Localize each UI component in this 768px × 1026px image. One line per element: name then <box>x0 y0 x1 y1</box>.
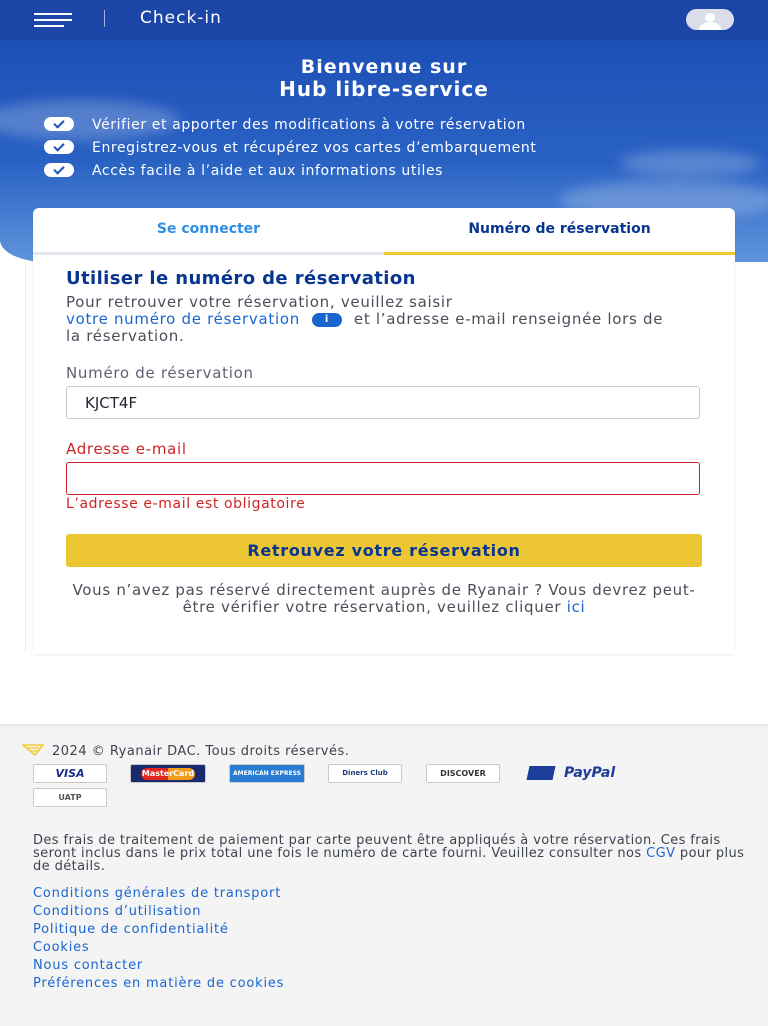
feature-item <box>44 140 536 156</box>
paypal-logo <box>528 764 662 783</box>
form-intro <box>66 294 666 345</box>
info-icon[interactable]: i <box>312 313 342 327</box>
footer-link-terms-of-use[interactable]: Conditions d’utilisation <box>33 904 202 919</box>
top-bar <box>0 0 768 40</box>
booking-lookup-card <box>33 208 735 654</box>
footer <box>0 724 768 1026</box>
email-input[interactable] <box>66 462 700 495</box>
visa-logo: VISA <box>33 764 107 783</box>
tab-booking-number[interactable]: Numéro de réservation <box>384 208 735 255</box>
feature-text: Enregistrez-vous et récupérez vos cartes d’embarquement <box>92 140 537 156</box>
diners-club-logo: Diners Club <box>328 764 402 783</box>
find-booking-button[interactable]: Retrouvez votre réservation <box>66 534 702 567</box>
hero-title-line2: Hub libre-service <box>279 77 489 101</box>
check-icon <box>44 140 74 154</box>
check-icon <box>44 117 74 131</box>
legal-text: Des frais de traitement de paiement par carte peuvent être appliqués à votre réservation. Ces frais seront inclus dans le prix total une fois le numéro de carte fourni. Veuillez consulter nos <box>33 833 721 861</box>
legal-text-end: pour plus de détails. <box>33 846 745 874</box>
user-icon[interactable] <box>686 9 734 30</box>
footer-link-contact[interactable]: Nous contacter <box>33 958 144 973</box>
payment-fee-notice <box>33 834 748 873</box>
feature-item <box>44 163 443 179</box>
uatp-logo: UATP <box>33 788 107 807</box>
intro-text-end: et l’adresse e-mail renseignée lors de la réservation. <box>66 310 664 345</box>
note-text: Vous n’avez pas réservé directement auprès de Ryanair ? Vous devrez peut-être vérifier votre réservation, veuillez cliquer <box>72 581 696 616</box>
footer-link-privacy-policy[interactable]: Politique de confidentialité <box>33 922 229 937</box>
email-error-message: L’adresse e-mail est obligatoire <box>66 496 306 512</box>
third-party-booking-note <box>66 582 702 616</box>
divider <box>25 262 26 652</box>
cgv-link[interactable]: CGV <box>646 846 676 861</box>
mastercard-text: MasterCard <box>141 768 195 778</box>
copyright <box>22 744 349 759</box>
feature-item <box>44 117 526 133</box>
paypal-text: PayPal <box>564 765 616 781</box>
header-divider <box>104 10 105 27</box>
note-link[interactable]: ici <box>566 598 586 616</box>
hero-title-line1: Bienvenue sur <box>300 56 468 78</box>
form-heading: Utiliser le numéro de réservation <box>66 268 416 289</box>
email-label: Adresse e-mail <box>66 440 187 458</box>
menu-icon[interactable] <box>34 13 72 29</box>
booking-number-help-link[interactable]: votre numéro de réservation <box>66 310 300 328</box>
check-icon <box>44 163 74 177</box>
mastercard-logo <box>130 764 206 783</box>
ryanair-harp-icon <box>22 744 44 756</box>
intro-text: Pour retrouver votre réservation, veuillez saisir <box>66 293 453 311</box>
feature-text: Accès facile à l’aide et aux informations utiles <box>92 163 444 179</box>
footer-link-cookie-preferences[interactable]: Préférences en matière de cookies <box>33 976 285 991</box>
copyright-text: 2024 © Ryanair DAC. Tous droits réservés. <box>52 744 350 759</box>
feature-text: Vérifier et apporter des modifications à votre réservation <box>92 117 526 133</box>
page-title: Check-in <box>140 8 222 28</box>
footer-link-transport-terms[interactable]: Conditions générales de transport <box>33 886 282 901</box>
footer-links <box>33 886 284 994</box>
discover-logo: DISCOVER <box>426 764 500 783</box>
amex-logo: AMERICAN EXPRESS <box>229 764 305 783</box>
footer-link-cookies[interactable]: Cookies <box>33 940 90 955</box>
booking-number-label: Numéro de réservation <box>66 364 254 382</box>
tab-login[interactable]: Se connecter <box>33 208 384 255</box>
booking-number-input[interactable] <box>66 386 700 419</box>
